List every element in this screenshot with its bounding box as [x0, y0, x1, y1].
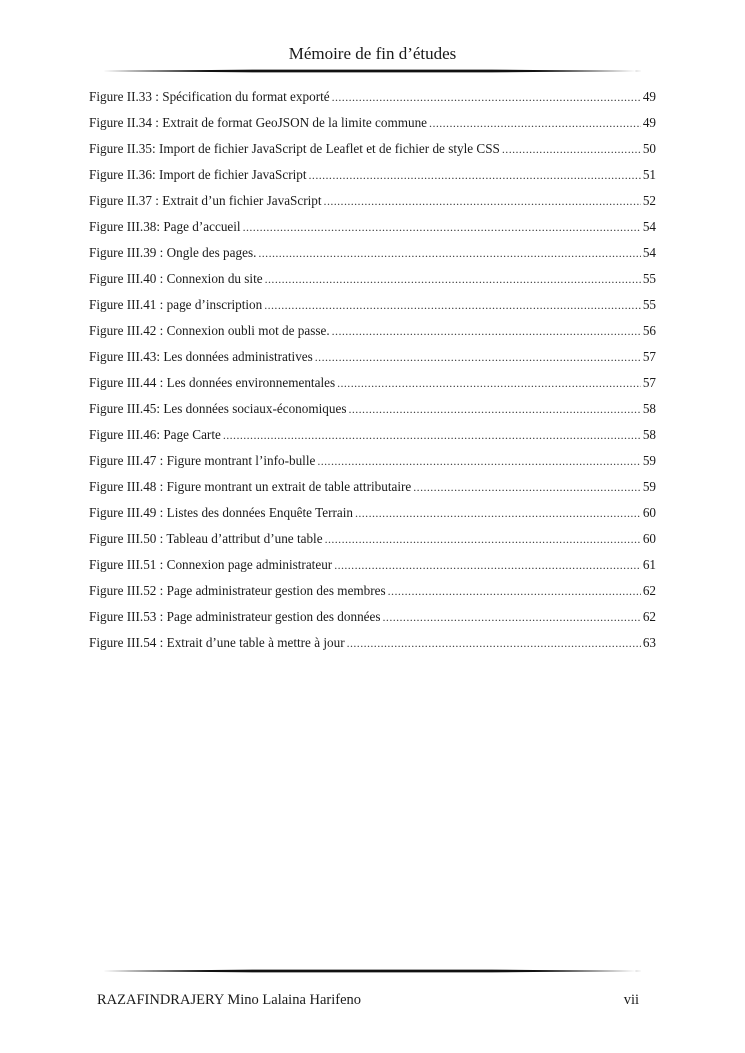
toc-entry-page: 61 [642, 557, 656, 572]
toc-entry-page: 50 [642, 141, 656, 156]
toc-entry[interactable] [89, 191, 656, 217]
toc-entry-page: 54 [642, 245, 656, 260]
toc-entry-page: 63 [642, 635, 656, 650]
toc-entry-label: Figure III.46: Page Carte [89, 427, 221, 442]
toc-dot-leader [317, 451, 640, 471]
toc-dot-leader [315, 347, 641, 367]
toc-entry[interactable] [89, 425, 656, 451]
toc-entry-label: Figure III.43: Les données administratives [89, 349, 313, 364]
toc-entry-label: Figure III.47 : Figure montrant l’info-bulle [89, 453, 316, 468]
toc-entry-label: Figure II.33 : Spécification du format exporté [89, 89, 330, 104]
toc-entry-page: 55 [642, 271, 656, 286]
toc-entry[interactable] [89, 555, 656, 581]
toc-dot-leader [325, 529, 641, 549]
toc-entry[interactable] [89, 529, 656, 555]
toc-dot-leader [223, 425, 641, 445]
toc-entry-page: 58 [642, 401, 656, 416]
toc-entry[interactable] [89, 295, 656, 321]
toc-entry[interactable] [89, 87, 656, 113]
toc-entry[interactable] [89, 139, 656, 165]
table-of-figures [89, 87, 656, 659]
toc-entry[interactable] [89, 607, 656, 633]
toc-entry-page: 59 [642, 453, 656, 468]
page-header-title: Mémoire de fin d’études [288, 44, 457, 63]
toc-entry[interactable] [89, 503, 656, 529]
toc-dot-leader [309, 165, 641, 185]
toc-dot-leader [388, 581, 641, 601]
toc-entry-page: 49 [642, 115, 656, 130]
toc-entry[interactable] [89, 321, 656, 347]
toc-entry-page: 51 [642, 167, 656, 182]
toc-entry[interactable] [89, 269, 656, 295]
toc-dot-leader [413, 477, 641, 497]
toc-entry-page: 54 [642, 219, 656, 234]
toc-entry-label: Figure II.37 : Extrait d’un fichier JavaScript [89, 193, 322, 208]
toc-entry[interactable] [89, 399, 656, 425]
toc-entry-label: Figure III.38: Page d’accueil [89, 219, 241, 234]
toc-entry-page: 62 [642, 583, 656, 598]
toc-entry-label: Figure III.45: Les données sociaux-économiques [89, 401, 347, 416]
toc-entry[interactable] [89, 113, 656, 139]
toc-dot-leader [258, 243, 640, 263]
toc-entry[interactable] [89, 347, 656, 373]
toc-entry[interactable] [89, 373, 656, 399]
toc-entry-label: Figure III.48 : Figure montrant un extrait de table attributaire [89, 479, 412, 494]
toc-dot-leader [502, 139, 641, 159]
toc-entry-label: Figure III.44 : Les données environnementales [89, 375, 336, 390]
toc-dot-leader [334, 555, 641, 575]
footer-rule [103, 969, 642, 973]
toc-entry[interactable] [89, 633, 656, 659]
footer-page-number: vii [623, 992, 639, 1008]
toc-entry-label: Figure III.42 : Connexion oubli mot de passe. [89, 323, 330, 338]
toc-entry[interactable] [89, 451, 656, 477]
toc-entry-page: 56 [642, 323, 656, 338]
toc-entry-page: 57 [642, 375, 656, 390]
toc-dot-leader [337, 373, 641, 393]
toc-dot-leader [264, 295, 641, 315]
toc-entry-page: 59 [642, 479, 656, 494]
toc-dot-leader [383, 607, 641, 627]
toc-entry-page: 60 [642, 505, 656, 520]
toc-dot-leader [265, 269, 641, 289]
toc-entry-label: Figure III.53 : Page administrateur gestion des données [89, 609, 381, 624]
toc-dot-leader [332, 321, 641, 341]
toc-entry-label: Figure II.34 : Extrait de format GeoJSON de la limite commune [89, 115, 428, 130]
toc-dot-leader [347, 633, 641, 653]
toc-dot-leader [324, 191, 641, 211]
toc-dot-leader [348, 399, 640, 419]
toc-entry-label: Figure III.40 : Connexion du site [89, 271, 263, 286]
toc-entry-page: 60 [642, 531, 656, 546]
toc-entry[interactable] [89, 477, 656, 503]
toc-entry-page: 52 [642, 193, 656, 208]
toc-entry-label: Figure III.51 : Connexion page administrateur [89, 557, 333, 572]
toc-entry-page: 62 [642, 609, 656, 624]
toc-entry-label: Figure II.35: Import de fichier JavaScript de Leaflet et de fichier de style CSS [89, 141, 500, 156]
toc-entry-label: Figure III.49 : Listes des données Enquête Terrain [89, 505, 353, 520]
toc-entry-label: Figure III.54 : Extrait d’une table à mettre à jour [89, 635, 345, 650]
toc-dot-leader [332, 87, 641, 107]
toc-dot-leader [355, 503, 641, 523]
toc-entry-label: Figure III.52 : Page administrateur gestion des membres [89, 583, 386, 598]
toc-entry-label: Figure III.39 : Ongle des pages. [89, 245, 257, 260]
toc-entry[interactable] [89, 165, 656, 191]
toc-entry-label: Figure III.41 : page d’inscription [89, 297, 263, 312]
toc-entry-page: 55 [642, 297, 656, 312]
footer-author: RAZAFINDRAJERY Mino Lalaina Harifeno [97, 992, 362, 1008]
toc-entry[interactable] [89, 217, 656, 243]
toc-entry-label: Figure II.36: Import de fichier JavaScript [89, 167, 307, 182]
toc-dot-leader [243, 217, 641, 237]
toc-entry-page: 57 [642, 349, 656, 364]
toc-entry[interactable] [89, 243, 656, 269]
toc-entry-page: 58 [642, 427, 656, 442]
header-rule [103, 69, 642, 73]
toc-entry-label: Figure III.50 : Tableau d’attribut d’une table [89, 531, 323, 546]
toc-entry[interactable] [89, 581, 656, 607]
toc-dot-leader [429, 113, 641, 133]
toc-entry-page: 49 [642, 89, 656, 104]
